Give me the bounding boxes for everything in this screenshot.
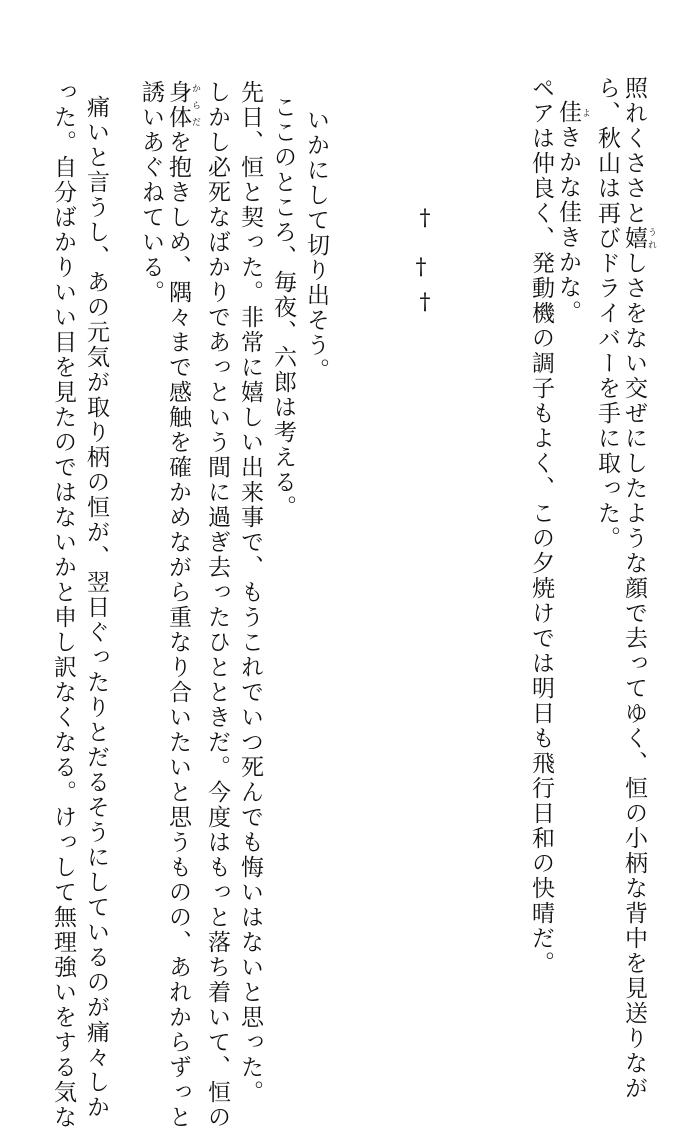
- text-segment: 誘いあぐねている。: [138, 80, 164, 305]
- ruby-base: 身体: [165, 80, 191, 130]
- text-column-1: [621, 76, 656, 1101]
- scene-break-dagger: †: [419, 290, 431, 315]
- text-column-8: [201, 80, 233, 1130]
- text-column-5: [300, 108, 332, 383]
- ruby-reading: うれ: [646, 226, 656, 251]
- scene-break-dagger: †: [415, 255, 427, 280]
- text-segment: 痛いと言うし、あの元気が取り柄の恒が、翌日ぐったりとだるそうにしているのが痛々しか: [83, 95, 109, 1120]
- text-column-9: [165, 80, 200, 1130]
- text-segment: 照れくささと: [621, 76, 647, 226]
- text-column-11: [80, 95, 112, 1120]
- ruby-reading: よ: [580, 100, 590, 125]
- scene-break-dagger: †: [419, 206, 431, 231]
- text-column-10: [135, 80, 167, 305]
- text-column-6: [267, 95, 299, 520]
- text-column-2: [591, 76, 623, 551]
- text-column-4: [525, 76, 557, 976]
- text-segment: ら、秋山は再びドライバーを手に取った。: [594, 76, 620, 551]
- text-segment: ここのところ、毎夜、六郎は考える。: [270, 95, 296, 520]
- text-column-3: [555, 100, 590, 325]
- text-segment: ペアは仲良く、発動機の調子もよく、この夕焼けでは明日も飛行日和の快晴だ。: [528, 76, 554, 976]
- ruby-base: 嬉: [621, 226, 647, 251]
- text-segment: しかし必死なばかりであっという間に過ぎ去ったひとときだ。今度はもっと落ち着いて、恒の: [204, 80, 230, 1130]
- text-segment: しさをない交ぜにしたような顔で去ってゆく、恒の小柄な背中を見送りなが: [621, 251, 647, 1101]
- text-segment: を抱きしめ、隅々まで感触を確かめながら重なり合いたいと思うものの、あれからずっと: [165, 130, 191, 1130]
- text-segment: 先日、恒と契った。非常に嬉しい出来事で、もうこれでいつ死んでも悔いはないと思った。: [237, 80, 263, 1105]
- ruby-ureshi: [621, 226, 656, 251]
- text-column-12: [47, 80, 79, 1130]
- text-column-7: [234, 80, 266, 1105]
- text-segment: った。自分ばかりいい目を見たのではないかと申し訳なくなる。けっして無理強いをする気な: [50, 80, 76, 1130]
- ruby-karada: [165, 80, 200, 130]
- text-segment: いかにして切り出そう。: [303, 108, 329, 383]
- ruby-yoki: [555, 100, 590, 125]
- ruby-base: 佳: [555, 100, 581, 125]
- ruby-reading: からだ: [190, 80, 200, 130]
- text-segment: きかな佳きかな。: [555, 125, 581, 325]
